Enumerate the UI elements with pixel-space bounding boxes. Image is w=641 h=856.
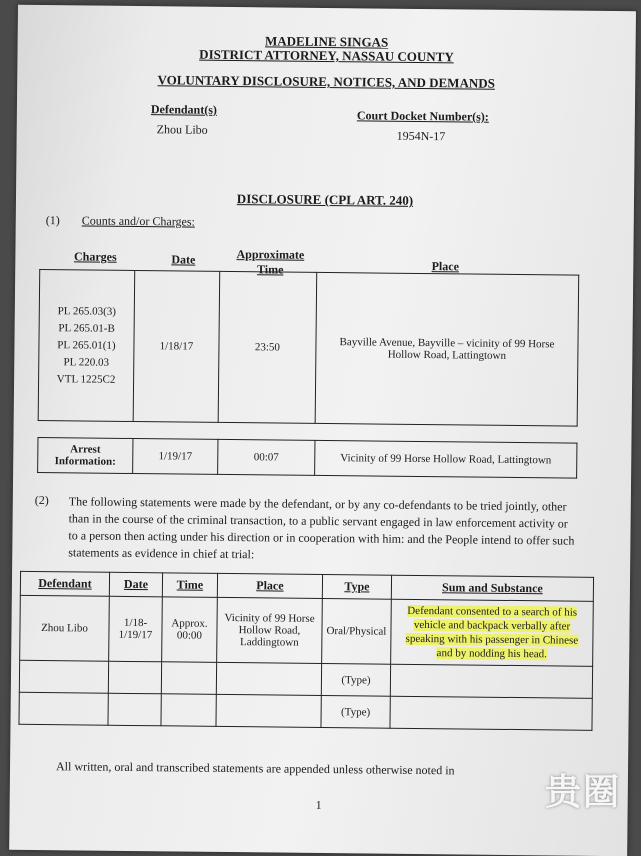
charge-place: Bayville Avenue, Bayville – vicinity of 99 Horse Hollow Road, Lattingtown	[315, 272, 579, 426]
arrest-table	[37, 437, 577, 479]
charge-item: PL 265.01-B	[58, 321, 115, 335]
empty-cell	[216, 694, 321, 727]
stmt-substance-header: Sum and Substance	[391, 575, 593, 601]
place-header: Place	[431, 259, 460, 274]
docket-number: 1954N-17	[396, 128, 446, 144]
stmt-time-header: Time	[162, 573, 217, 598]
charges-cell	[38, 270, 135, 422]
watermark-logo: 贵圈	[544, 772, 621, 813]
charge-time: 23:50	[218, 271, 317, 423]
stmt-place-header: Place	[217, 573, 322, 598]
arrest-label: Arrest Information:	[38, 437, 133, 473]
item1-label: Counts and/or Charges:	[81, 213, 195, 229]
empty-cell	[161, 662, 216, 695]
statements-table	[18, 571, 594, 731]
stmt-date-header: Date	[109, 572, 162, 597]
approx-time-header: Approximate Time	[236, 247, 305, 277]
item2-number: (2)	[34, 492, 49, 508]
stmt-substance: Defendant consented to a search of his vehicle and backpack verbally after speaking with his passenger in Chinese and by nodding his head.	[405, 604, 579, 661]
stmt-date: 1/18-1/19/17	[109, 596, 163, 662]
empty-cell	[216, 662, 321, 695]
charge-date: 1/18/17	[133, 271, 220, 423]
charge-item: PL 265.03(3)	[57, 304, 117, 318]
arrest-date: 1/19/17	[133, 438, 218, 474]
empty-cell	[19, 660, 108, 693]
defendant-name: Zhou Libo	[156, 122, 208, 137]
stmt-substance-cell	[391, 599, 594, 666]
empty-cell	[390, 664, 592, 698]
item2-text: The following statements were made by the defendant, or by any co-defendants to be tried jointly, other than in the course of the criminal transaction, to a public servant engaged in law enforcement activity or to a person then acting under his direction or in cooperation with him: and the People intend to offer such statements as evidence in chief at trial:	[68, 494, 575, 562]
empty-cell	[108, 661, 161, 694]
footer-text: All written, oral and transcribed statements are appended unless otherwise noted in	[55, 759, 455, 778]
charges-table	[38, 269, 580, 427]
arrest-place: Vicinity of 99 Horse Hollow Road, Lattingtown	[315, 440, 577, 478]
defendant-label: Defendant(s)	[150, 102, 218, 117]
stmt-type-header: Type	[322, 574, 391, 599]
empty-cell	[390, 696, 592, 730]
section-title: DISCLOSURE (CPL ART. 240)	[236, 191, 414, 208]
stmt-defendant-header: Defendant	[20, 571, 109, 596]
charge-item: VTL 1225C2	[56, 372, 116, 386]
empty-type: (Type)	[321, 663, 390, 696]
document-page	[9, 5, 636, 856]
stmt-place: Vicinity of 99 Horse Hollow Road, Laddingtown	[217, 597, 323, 663]
charges-header: Charges	[73, 249, 117, 264]
docket-label: Court Docket Number(s):	[356, 108, 489, 124]
document-title: VOLUNTARY DISCLOSURE, NOTICES, AND DEMANDS	[157, 72, 495, 91]
empty-cell	[161, 694, 216, 727]
stmt-type: Oral/Physical	[322, 598, 392, 664]
charge-item: PL 265.01(1)	[57, 338, 116, 352]
stmt-time: Approx. 00:00	[162, 597, 218, 663]
da-name: MADELINE SINGAS	[264, 33, 389, 50]
charge-item: PL 220.03	[63, 355, 110, 369]
da-office: DISTRICT ATTORNEY, NASSAU COUNTY	[199, 46, 454, 65]
page-number: 1	[315, 797, 322, 812]
empty-cell	[108, 693, 161, 726]
empty-cell	[19, 692, 108, 725]
stmt-defendant: Zhou Libo	[20, 595, 110, 661]
empty-type: (Type)	[321, 695, 390, 728]
date-header: Date	[171, 252, 196, 267]
arrest-time: 00:07	[218, 439, 315, 475]
item1-number: (1)	[45, 213, 60, 228]
